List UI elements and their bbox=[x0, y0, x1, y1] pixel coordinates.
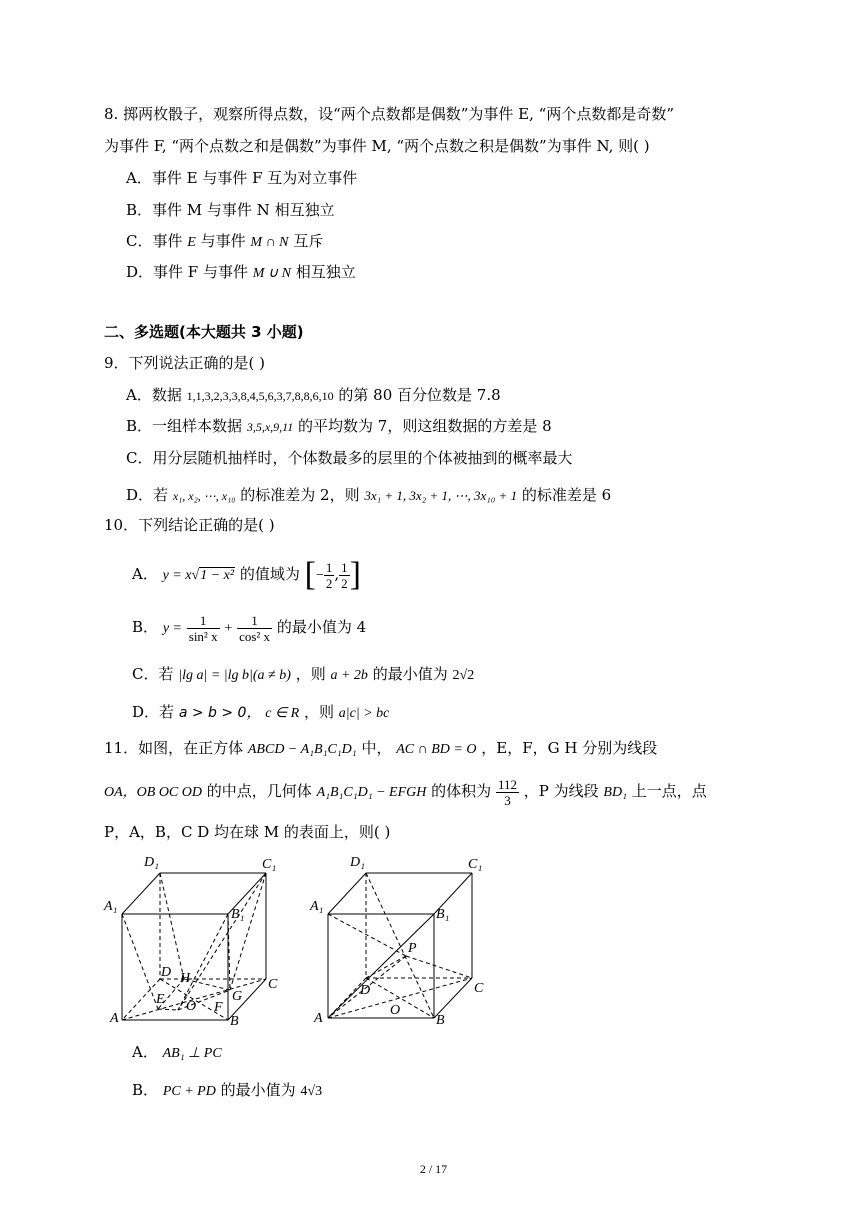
q10-c-val: 2√2 bbox=[452, 668, 475, 683]
fig1-label-b1: B₁ bbox=[231, 907, 245, 922]
q10-option-d bbox=[132, 702, 389, 724]
q9-a-data: 1,1,3,2,3,3,8,4,5,6,3,7,8,8,6,10 bbox=[186, 389, 334, 403]
q8-d-expr: M ∪ N bbox=[252, 266, 292, 281]
q10-option-c bbox=[132, 664, 474, 686]
q9-option-b bbox=[126, 416, 552, 437]
fig2-label-p: P bbox=[408, 941, 417, 956]
fig2-label-c: C bbox=[474, 981, 484, 996]
q9-d-expr1: x₁, x₂, ⋯, x₁₀ bbox=[172, 489, 236, 503]
q10-b-y: y = bbox=[162, 621, 182, 636]
q11-b-mid: 的最小值为 bbox=[220, 1081, 296, 1099]
fig1-label-o: O bbox=[186, 999, 197, 1014]
q9-b-pre: B．一组样本数据 bbox=[126, 417, 243, 435]
q8-c-expr: M ∩ N bbox=[250, 235, 289, 250]
fig2-label-d: D bbox=[360, 983, 371, 998]
q10-d-cond: a > b > 0， bbox=[178, 705, 261, 721]
page-number: 2 / 17 bbox=[419, 1162, 448, 1176]
q11-b-val: 4√3 bbox=[300, 1084, 323, 1099]
q10-a-comma: , bbox=[334, 565, 340, 583]
q11-l1-post: ，E，F，G H 分别为线段 bbox=[481, 739, 658, 757]
q11-volume-frac: $\frac{112}{3}$ bbox=[497, 776, 517, 808]
q10-a-label: A． bbox=[132, 565, 158, 583]
q11-figure bbox=[100, 848, 520, 1038]
q10-a-radicand: 1 − x² bbox=[200, 568, 235, 583]
fig2-label-o: O bbox=[390, 1003, 401, 1018]
q11-stem-line3: P，A，B，C D 均在球 M 的表面上，则( ) bbox=[104, 823, 391, 841]
q10-c-expr2: a + 2b bbox=[330, 668, 368, 683]
q8-d-post: 相互独立 bbox=[295, 263, 356, 281]
fig1-label-b: B bbox=[230, 1014, 239, 1029]
q10-b-plus: + bbox=[224, 621, 233, 636]
q10-b-post: 的最小值为 4 bbox=[276, 618, 367, 636]
q9-option-d bbox=[126, 485, 611, 506]
q11-l2-end: 上一点，点 bbox=[631, 782, 707, 800]
q10-d-c: c ∈ R bbox=[265, 706, 300, 721]
fig2-label-a1: A₁ bbox=[310, 899, 324, 914]
fig1-label-a1: A₁ bbox=[104, 899, 118, 914]
q9-stem: 9．下列说法正确的是( ) bbox=[104, 354, 266, 372]
q8-c-mid: 与事件 bbox=[200, 232, 246, 250]
q10-d-pre: D．若 bbox=[132, 703, 175, 721]
q10-a-minus: − bbox=[315, 568, 324, 583]
q10-a-radical-sign: √ bbox=[191, 568, 200, 583]
q11-l2-solid: A₁B₁C₁D₁ − EFGH bbox=[316, 785, 427, 800]
q8-option-b: B．事件 M 与事件 N 相互独立 bbox=[126, 201, 335, 219]
fig1-label-c1: C₁ bbox=[262, 857, 277, 872]
q10-b-frac2: $\frac{1}{\text{cos² x}}$ bbox=[239, 612, 271, 644]
q10-a-left-bracket: [ bbox=[304, 556, 316, 593]
q9-d-post: 的标准差是 6 bbox=[521, 486, 612, 504]
q11-option-a bbox=[132, 1042, 222, 1064]
fig2-label-b1: B₁ bbox=[436, 907, 450, 922]
q10-d-expr: a|c| > bc bbox=[338, 706, 390, 721]
q8-option-d bbox=[126, 262, 356, 284]
q11-l2-seg: BD₁ bbox=[603, 785, 627, 800]
q8-stem-line2: 为事件 F, “两个点数之和是偶数”为事件 M, “两个点数之积是偶数”为事件 N, 则( ) bbox=[104, 137, 650, 155]
q11-a-label: A． bbox=[132, 1043, 158, 1061]
q9-a-post: 的第 80 百分位数是 7.8 bbox=[338, 386, 501, 404]
q10-option-a bbox=[132, 552, 361, 596]
q11-a-expr: AB₁ ⊥ PC bbox=[162, 1046, 222, 1061]
q11-stem-line1 bbox=[104, 738, 657, 760]
q10-a-mid: 的值域为 bbox=[239, 565, 300, 583]
section2-title: 二、多选题(本大题共 3 小题) bbox=[104, 323, 304, 341]
q10-a-frac-hi: $\frac{1}{2}$ bbox=[341, 559, 348, 591]
q11-l2-pre: OA，OB OC OD bbox=[104, 785, 202, 800]
q11-b-label: B． bbox=[132, 1081, 159, 1099]
q9-b-data: 3,5,x,9,11 bbox=[246, 420, 294, 434]
q10-c-expr: |lg a| = |lg b|(a ≠ b) bbox=[178, 668, 291, 683]
q11-l1-cond: AC ∩ BD = O bbox=[396, 742, 477, 757]
q11-option-b bbox=[132, 1080, 322, 1102]
fig1-label-f: F bbox=[214, 1000, 223, 1015]
q11-l1-mid: 中， bbox=[361, 739, 392, 757]
q10-c-mid2: 的最小值为 bbox=[372, 665, 448, 683]
fig1-label-g: G bbox=[232, 989, 243, 1004]
q10-c-mid: ，则 bbox=[295, 665, 326, 683]
q10-stem: 10．下列结论正确的是( ) bbox=[104, 516, 275, 534]
q9-b-post: 的平均数为 7，则这组数据的方差是 8 bbox=[298, 417, 552, 435]
fig2-label-c1: C₁ bbox=[468, 857, 483, 872]
q9-a-pre: A．数据 bbox=[126, 386, 182, 404]
q10-d-mid: ，则 bbox=[303, 703, 334, 721]
q11-l2-mid2: 的体积为 bbox=[431, 782, 492, 800]
q10-c-pre: C．若 bbox=[132, 665, 174, 683]
fig1-label-e: E bbox=[156, 992, 165, 1007]
fig1-label-c: C bbox=[268, 977, 278, 992]
q9-d-pre: D．若 bbox=[126, 486, 169, 504]
q8-option-c bbox=[126, 231, 323, 253]
fig1-label-a: A bbox=[110, 1011, 119, 1026]
q10-b-label: B． bbox=[132, 618, 159, 636]
q10-a-expr: y = x bbox=[162, 568, 192, 583]
q9-d-expr2: 3x₁ + 1, 3x₂ + 1, ⋯, 3x₁₀ + 1 bbox=[364, 488, 518, 503]
fig2-label-d1: D₁ bbox=[350, 855, 365, 870]
fig1-label-h: H bbox=[180, 971, 191, 986]
q10-option-b bbox=[132, 606, 366, 648]
fig2-label-b: B bbox=[436, 1013, 445, 1028]
q8-option-a: A．事件 E 与事件 F 互为对立事件 bbox=[126, 169, 358, 187]
q8-stem-line1: 8. 掷两枚骰子，观察所得点数，设“两个点数都是偶数”为事件 E, “两个点数都是奇数” bbox=[104, 105, 675, 123]
q9-option-a bbox=[126, 385, 501, 406]
q9-option-c: C．用分层随机抽样时，个体数最多的层里的个体被抽到的概率最大 bbox=[126, 449, 573, 467]
q11-stem-line2 bbox=[104, 770, 707, 812]
q8-d-pre: D．事件 F 与事件 bbox=[126, 263, 248, 281]
q10-a-right-bracket: ] bbox=[349, 556, 361, 593]
q10-a-frac-lo: $\frac{1}{2}$ bbox=[325, 559, 333, 591]
q8-c-pre: C．事件 bbox=[126, 232, 183, 250]
q11-l2-post: ，P 为线段 bbox=[523, 782, 599, 800]
q10-b-frac1: $\frac{1}{\text{sin² x}}$ bbox=[188, 612, 218, 644]
q11-b-expr: PC + PD bbox=[162, 1084, 216, 1099]
q11-l1-pre: 11．如图，在正方体 bbox=[104, 739, 244, 757]
fig2-label-a: A bbox=[314, 1011, 323, 1026]
q11-l1-cube: ABCD − A₁B₁C₁D₁ bbox=[247, 742, 357, 757]
fig1-label-d: D bbox=[161, 965, 172, 980]
fig1-label-d1: D₁ bbox=[144, 855, 159, 870]
q8-c-e: E bbox=[187, 235, 196, 250]
q9-d-mid: 的标准差为 2，则 bbox=[240, 486, 360, 504]
q11-l2-mid: 的中点，几何体 bbox=[206, 782, 312, 800]
q8-c-post: 互斥 bbox=[293, 232, 324, 250]
